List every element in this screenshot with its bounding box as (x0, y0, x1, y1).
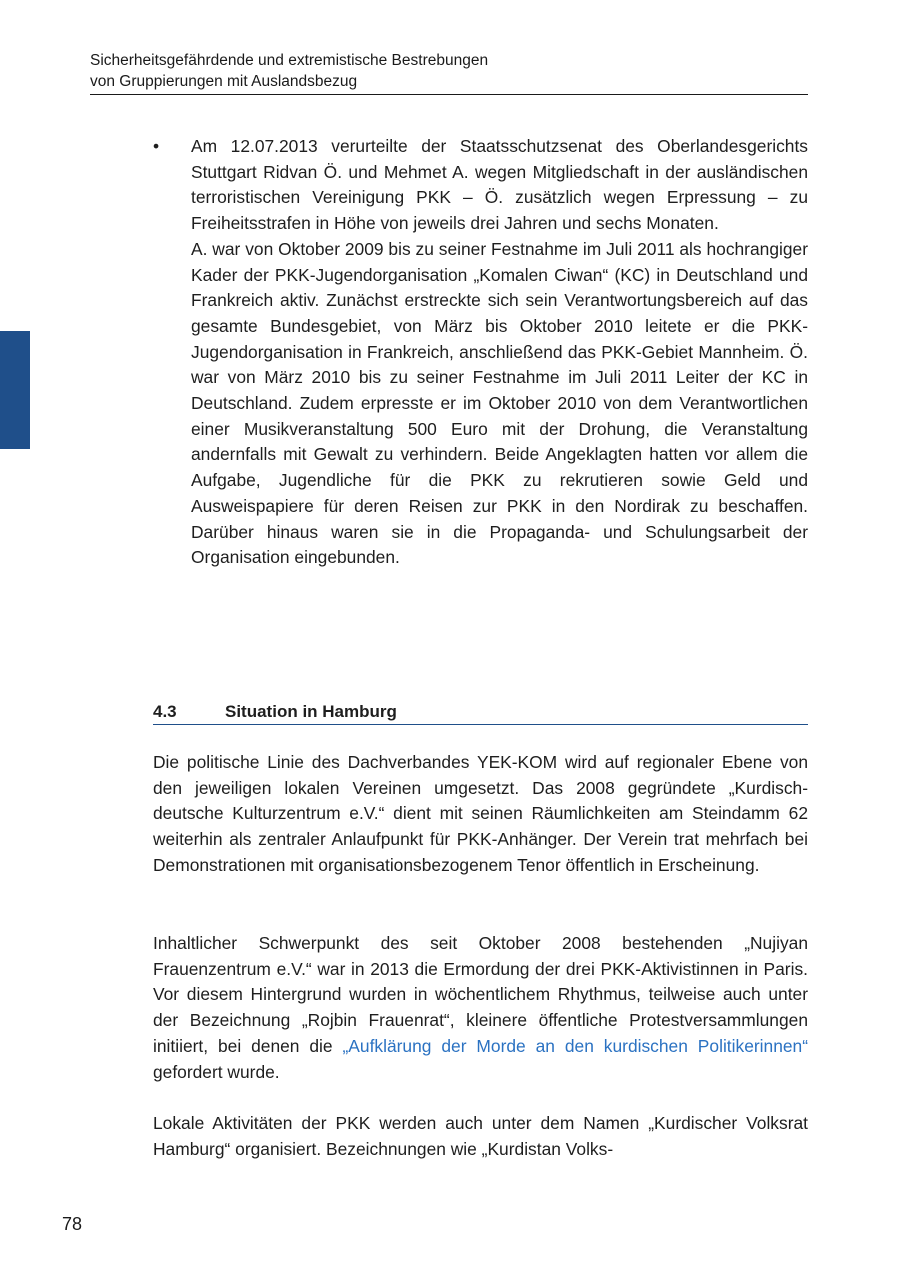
page-number: 78 (62, 1214, 83, 1234)
paragraph-nujiyan (153, 931, 808, 1085)
paragraph-nujiyan-text (153, 931, 808, 1085)
bullet-body (191, 134, 808, 571)
section-title: Situation in Hamburg (225, 702, 397, 721)
section-heading (153, 700, 808, 725)
paragraph-volksrat-text: Lokale Aktivitäten der PKK werden auch unter dem Namen „Kurdischer Volksrat Hamburg“ organisiert. Bezeichnungen wie „Kurdistan Volks- (153, 1113, 808, 1159)
bullet-marker: • (153, 136, 160, 156)
chapter-side-tab (0, 331, 30, 449)
bullet-paragraph-details: A. war von Oktober 2009 bis zu seiner Festnahme im Juli 2011 als hochrangiger Kader der PKK-Jugendorganisation „Komalen Ciwan“ (KC) in Deutschland und Frankreich aktiv. Zunächst erstreckte sich sein Verantwortungsbereich auf das gesamte Bundesgebiet, von März bis Oktober 2010 leitete er die PKK-Jugendorganisation in Frankreich, anschließend das PKK-Gebiet Mannheim. Ö. war von März 2010 bis zu seiner Festnahme im Juli 2011 Leiter der KC in Deutschland. Zudem erpresste er im Oktober 2010 von dem Verantwortlichen einer Musikveranstaltung 500 Euro mit der Drohung, die Veranstaltung andernfalls mit Gewalt zu verhindern. Beide Angeklagten hatten vor allem die Aufgabe, Jugendliche für die PKK zu rekrutieren sowie Geld und Ausweispapiere für deren Reisen zur PKK in den Nordirak zu beschaffen. Darüber hinaus waren sie in die Propaganda- und Schulungsarbeit der Organisation eingebunden. (191, 238, 808, 568)
header-line-2: von Gruppierungen mit Auslandsbezug (90, 73, 358, 90)
running-header (90, 50, 808, 95)
header-line-1: Sicherheitsgefährdende und extremistische Bestrebungen (90, 52, 489, 69)
paragraph-yek-kom (153, 750, 808, 879)
paragraph-nujiyan-lead: Inhaltlicher Schwerpunkt des seit Oktober 2008 bestehenden „Nujiyan Frauenzentrum e.V.“ war in 2013 die Ermordung der drei PKK-Aktivistinnen in Paris. Vor diesem Hintergrund wurden in wöchentlichem Rhythmus, teilweise auch unter der Bezeichnung „Rojbin Frauenrat“, kleinere öffentliche Protestversammlungen initiiert, bei denen die (153, 933, 808, 1056)
paragraph-nujiyan-tail: gefordert wurde. (153, 1061, 280, 1082)
paragraph-volksrat (153, 1111, 808, 1162)
paragraph-yek-kom-text: Die politische Linie des Dachverbandes YEK-KOM wird auf regionaler Ebene von den jeweiligen lokalen Vereinen umgesetzt. Das 2008 gegründete „Kurdisch-deutsche Kulturzentrum e.V.“ dient mit seinen Räumlichkeiten am Steindamm 62 weiterhin als zentraler Anlaufpunkt für PKK-Anhänger. Der Verein trat mehrfach bei Demonstrationen mit organisationsbezogenem Tenor öffentlich in Erscheinung. (153, 752, 808, 875)
section-number: 4.3 (153, 702, 177, 721)
court-ruling-bullet (153, 134, 808, 571)
bullet-paragraph-verdict: Am 12.07.2013 verurteilte der Staatsschutzsenat des Oberlandesgerichts Stuttgart Ridvan Ö. und Mehmet A. wegen Mitgliedschaft in der ausländischen terroristischen Vereinigung PKK – Ö. zusätzlich wegen Erpressung – zu Freiheitsstrafen in Höhe von jeweils drei Jahren und sechs Monaten. (191, 136, 808, 234)
highlighted-quote-link[interactable]: „Aufklärung der Morde an den kurdischen Politikerinnen“ (342, 1035, 808, 1056)
